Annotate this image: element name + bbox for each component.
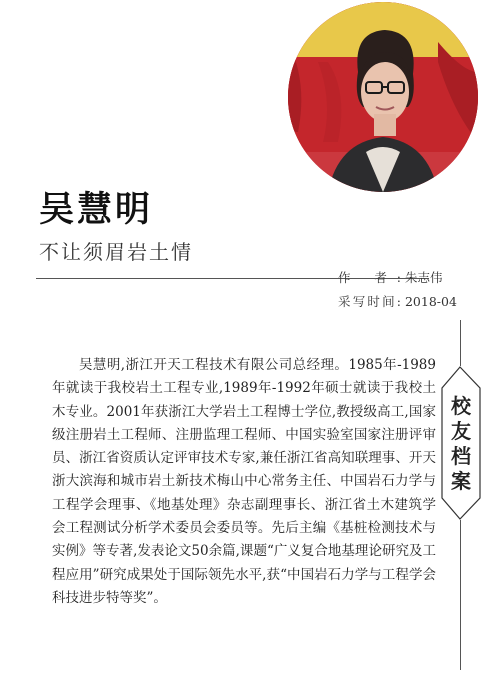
badge-char: 档 xyxy=(451,444,471,468)
date-value: 2018-04 xyxy=(404,294,457,309)
author-label: 作 者: xyxy=(338,270,401,285)
article-subtitle: 不让须眉岩土情 xyxy=(39,240,193,264)
date-line xyxy=(338,292,457,310)
date-label: 采写时间: xyxy=(338,294,401,309)
badge-char: 友 xyxy=(451,419,471,443)
badge-char: 校 xyxy=(451,394,471,418)
author-line xyxy=(338,268,443,286)
author-value: 朱志伟 xyxy=(404,270,443,285)
badge-char: 案 xyxy=(451,469,471,493)
profile-photo xyxy=(288,2,478,192)
biography-paragraph: 吴慧明,浙江开天工程技术有限公司总经理。1985年-1989年就读于我校岩土工程专业,1989年-1992年硕士就读于我校土木专业。2001年获浙江大学岩土工程博士学位,教授级高工,国家级注册岩土工程师、注册监理工程师、中国实验室国家注册评审员、浙江省资质认定评审技术专家,兼任浙江省高知联理事、开天浙大滨海和城市岩土新技术梅山中心常务主任、中国岩石力学与工程学会理事、《地基处理》杂志副理事长、浙江省土木建筑学会工程测试分析学术委员会委员等。先后主编《基桩检测技术与实例》等专著,发表论文50余篇,课题“广义复合地基理论研究及工程应用”研究成果处于国际领先水平,获“中国岩石力学与工程学会科技进步特等奖”。 xyxy=(52,357,436,606)
badge-line-bottom xyxy=(460,520,461,670)
person-name: 吴慧明 xyxy=(39,190,154,230)
badge-line-top xyxy=(460,320,461,366)
badge-label xyxy=(440,394,482,494)
